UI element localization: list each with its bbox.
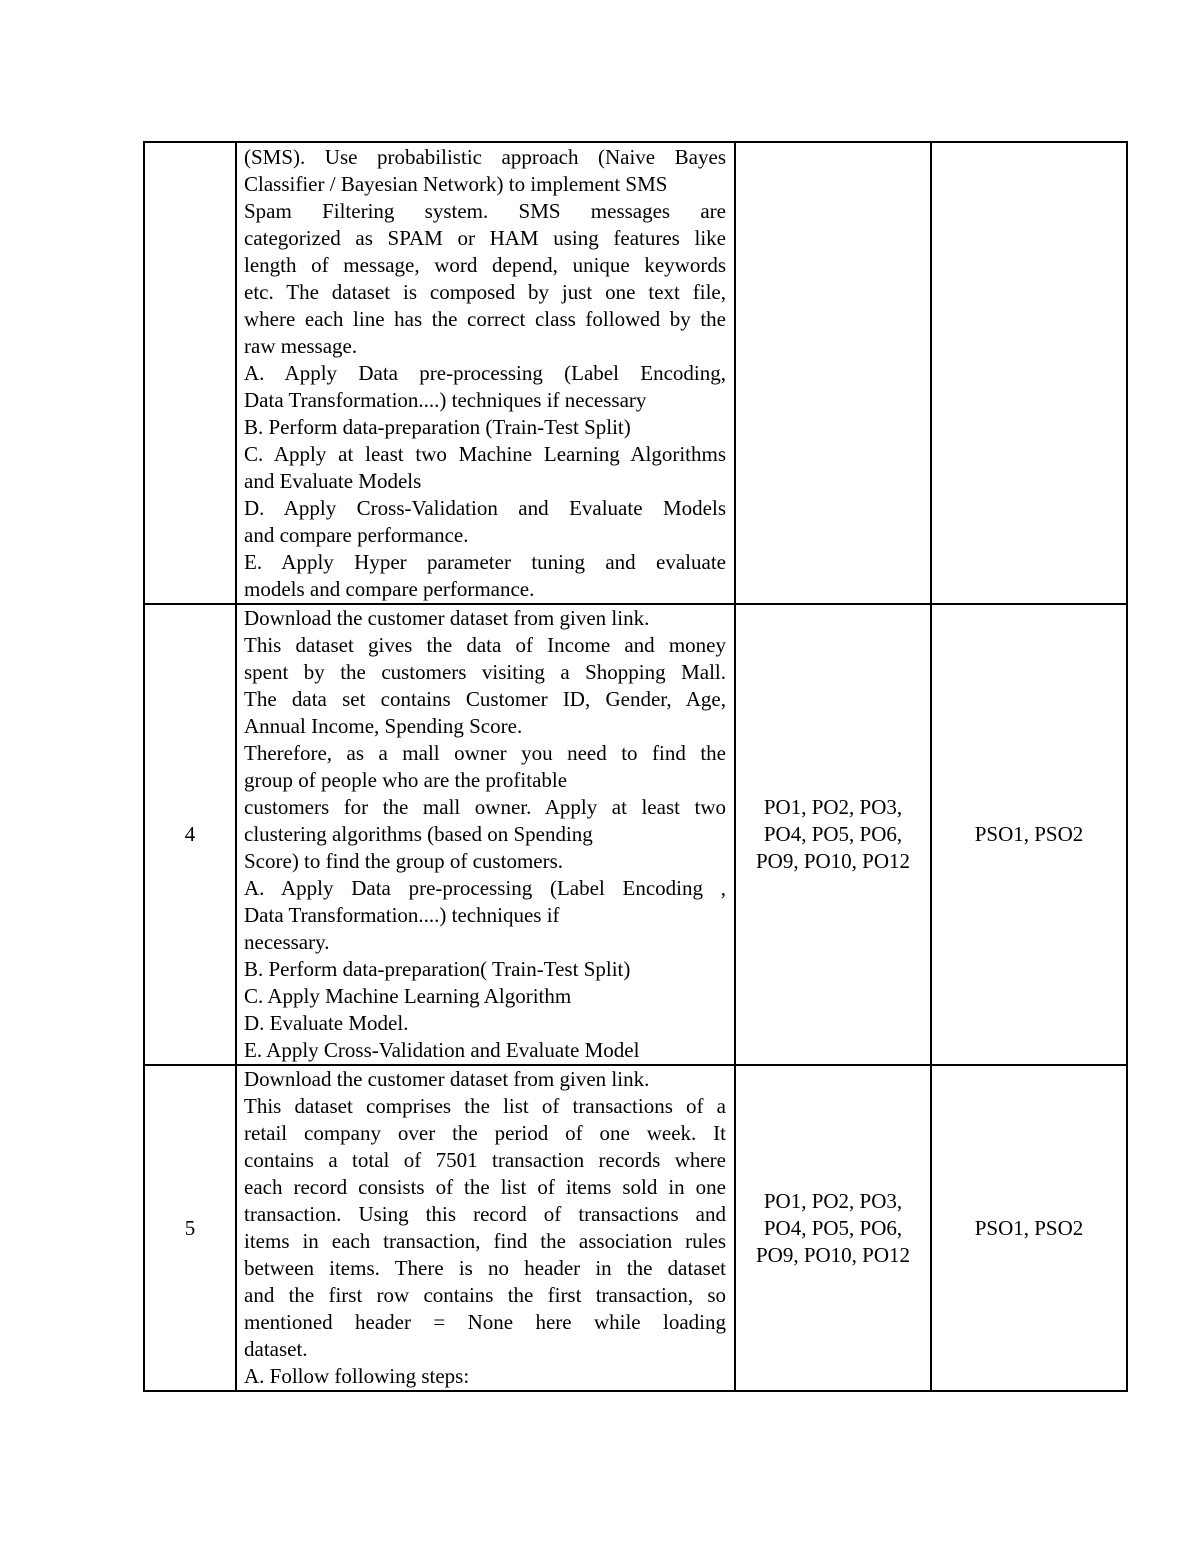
description-line: D. Evaluate Model. — [244, 1011, 409, 1035]
description-line: Data Transformation....) techniques if necessary — [244, 387, 647, 412]
description-line: A. Follow following steps: — [244, 1364, 470, 1388]
description-cell — [236, 142, 735, 604]
program-outcome-line: PO1, PO2, PO3, — [763, 1188, 903, 1213]
description-line: each record consists of the list of items sold in one — [244, 1175, 726, 1199]
description-line: This dataset gives the data of Income and money — [244, 633, 726, 657]
program-outcome-line: PO4, PO5, PO6, — [763, 1215, 903, 1240]
description-line: Score) to find the group of customers. — [244, 849, 564, 873]
program-specific-outcomes-cell: PSO1, PSO2 — [931, 1065, 1127, 1391]
row-number-cell: 4 — [144, 604, 236, 1065]
description-line: B. Perform data-preparation (Train-Test Split) — [244, 414, 631, 439]
program-outcome-line: PO9, PO10, PO12 — [755, 1242, 911, 1267]
description-line: retail company over the period of one week. It — [244, 1121, 726, 1145]
description-line: The data set contains Customer ID, Gender, Age, — [244, 687, 726, 711]
program-outcomes-cell — [735, 142, 931, 604]
program-outcome-line: PO1, PO2, PO3, — [763, 795, 903, 819]
description-line: E. Apply Cross-Validation and Evaluate Model — [244, 1038, 640, 1062]
description-line: length of message, word depend, unique keywords — [244, 252, 726, 277]
description-line: spent by the customers visiting a Shopping Mall. — [244, 660, 726, 684]
description-line: Data Transformation....) techniques if — [244, 903, 560, 927]
description-line: Spam Filtering system. SMS messages are — [244, 198, 726, 223]
description-line: categorized as SPAM or HAM using features like — [244, 225, 726, 250]
description-line: items in each transaction, find the association rules — [244, 1229, 726, 1253]
description-line: and Evaluate Models — [244, 468, 422, 493]
experiment-table — [143, 141, 1128, 1392]
description-line: and compare performance. — [244, 522, 469, 547]
program-outcome-line: PO4, PO5, PO6, — [763, 822, 903, 846]
program-outcome-line: PO9, PO10, PO12 — [755, 849, 911, 873]
description-line: raw message. — [244, 333, 358, 358]
description-line: C. Apply at least two Machine Learning Algorithms — [244, 441, 726, 466]
description-line: between items. There is no header in the dataset — [244, 1256, 726, 1280]
description-line: dataset. — [244, 1337, 308, 1361]
description-line: A. Apply Data pre-processing (Label Encoding, — [244, 360, 726, 385]
description-line: where each line has the correct class followed by the — [244, 306, 726, 331]
description-line: Annual Income, Spending Score. — [244, 714, 523, 738]
description-line: etc. The dataset is composed by just one text file, — [244, 279, 726, 304]
description-line: contains a total of 7501 transaction records where — [244, 1148, 726, 1172]
description-cell — [236, 604, 735, 1065]
description-line: D. Apply Cross-Validation and Evaluate Models — [244, 495, 726, 520]
program-specific-outcomes-cell — [931, 142, 1127, 604]
description-line: customers for the mall owner. Apply at least two — [244, 795, 726, 819]
description-line: A. Apply Data pre-processing (Label Encoding , — [244, 876, 726, 900]
description-line: Download the customer dataset from given link. — [244, 1067, 650, 1091]
description-line: group of people who are the profitable — [244, 768, 568, 792]
program-outcomes-cell — [735, 1065, 931, 1391]
description-line: transaction. Using this record of transactions and — [244, 1202, 726, 1226]
description-line: and the first row contains the first transaction, so — [244, 1283, 726, 1307]
description-cell — [236, 1065, 735, 1391]
row-number-cell: 5 — [144, 1065, 236, 1391]
description-line: clustering algorithms (based on Spending — [244, 822, 593, 846]
table-row — [144, 604, 1127, 1065]
table-row — [144, 1065, 1127, 1391]
description-line: (SMS). Use probabilistic approach (Naive Bayes — [244, 144, 726, 169]
description-line: C. Apply Machine Learning Algorithm — [244, 984, 572, 1008]
description-line: Download the customer dataset from given link. — [244, 606, 650, 630]
table-row — [144, 142, 1127, 604]
description-line: necessary. — [244, 930, 330, 954]
program-outcomes-cell — [735, 604, 931, 1065]
program-specific-outcomes-cell: PSO1, PSO2 — [931, 604, 1127, 1065]
description-line: This dataset comprises the list of transactions of a — [244, 1094, 726, 1118]
row-number-cell — [144, 142, 236, 604]
description-line: mentioned header = None here while loading — [244, 1310, 726, 1334]
description-line: models and compare performance. — [244, 576, 535, 601]
description-line: B. Perform data-preparation( Train-Test Split) — [244, 957, 631, 981]
description-line: E. Apply Hyper parameter tuning and evaluate — [244, 549, 726, 574]
description-line: Classifier / Bayesian Network) to implement SMS — [244, 171, 668, 196]
description-line: Therefore, as a mall owner you need to find the — [244, 741, 726, 765]
